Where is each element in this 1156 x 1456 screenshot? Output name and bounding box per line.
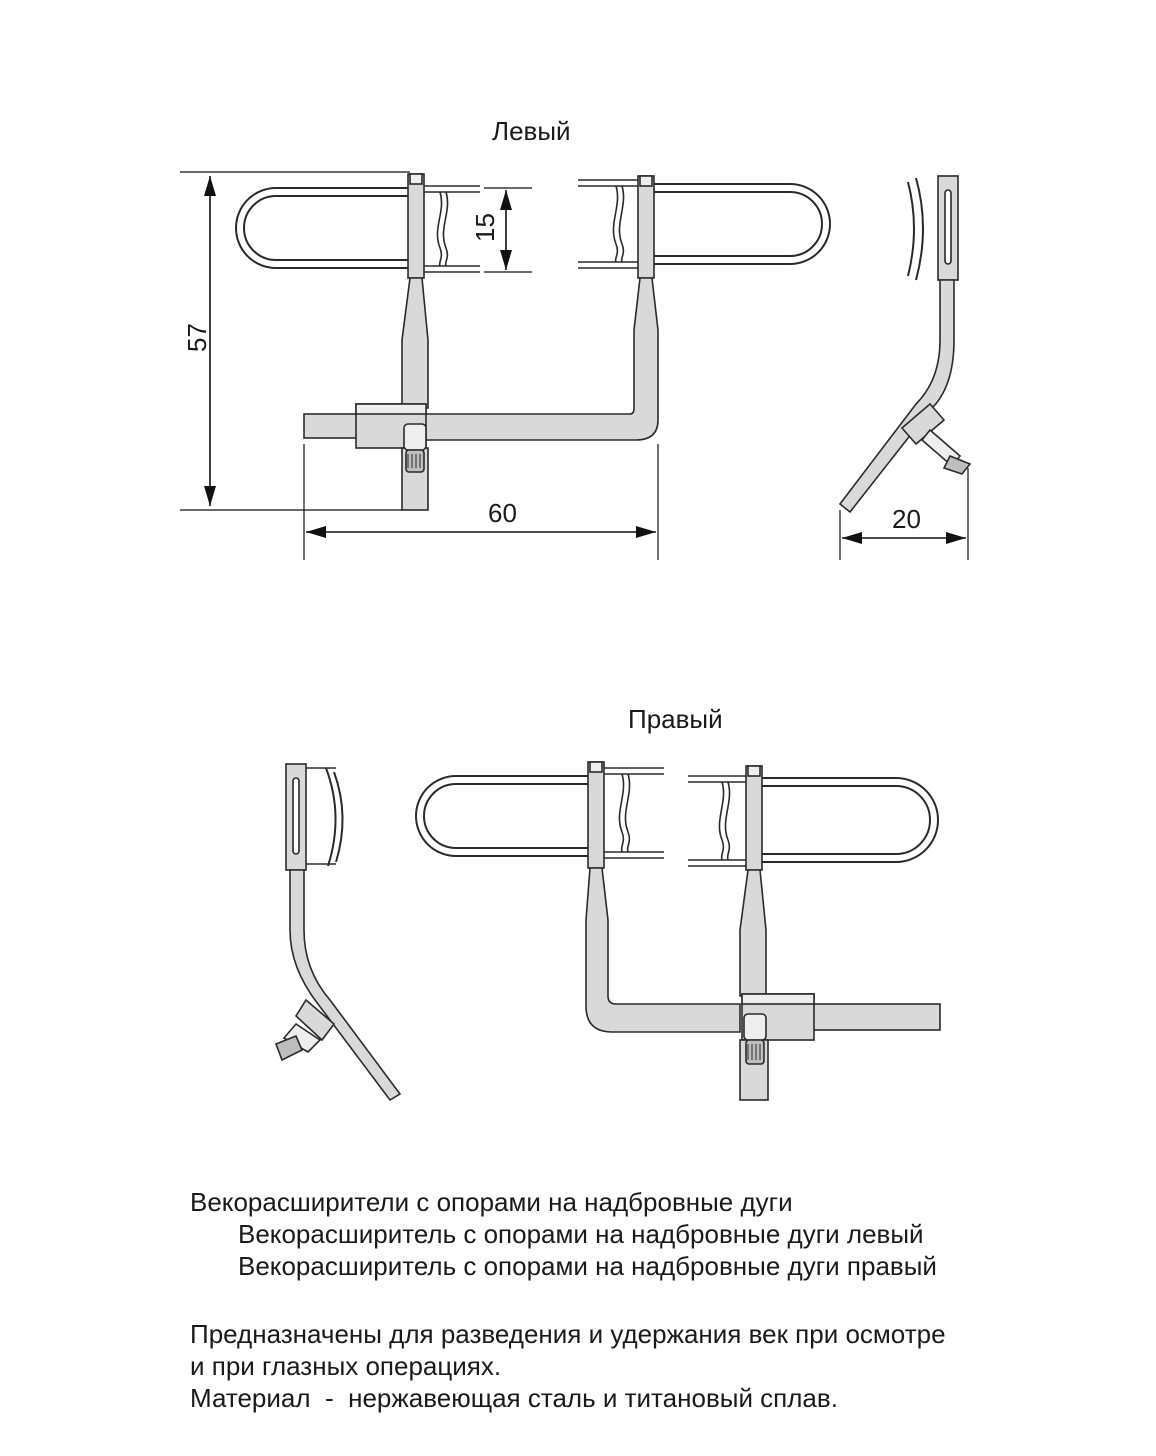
right-view-title: Правый <box>628 704 723 734</box>
screw-knob <box>406 450 424 472</box>
description-item-left: Векорасширитель с опорами на надбровные дуги левый <box>238 1219 924 1249</box>
purpose-text <box>190 1318 946 1414</box>
product-description <box>190 1186 937 1282</box>
right-wire-loop <box>654 184 830 264</box>
dimension-width-label: 60 <box>488 498 517 528</box>
side-view-top <box>840 176 970 512</box>
side-view-bottom <box>276 764 400 1100</box>
left-shaft <box>402 278 428 408</box>
right-clamp-block <box>638 176 654 278</box>
right-blade-prongs <box>578 180 640 268</box>
left-wire-loop <box>236 188 410 268</box>
right-arm <box>422 278 658 440</box>
screw-head <box>404 424 426 450</box>
left-view-title: Левый <box>492 116 571 146</box>
purpose-line-2: и при глазных операциях. <box>190 1351 502 1381</box>
description-heading: Векорасширители с опорами на надбровные дуги <box>190 1187 793 1217</box>
dimension-height-label: 57 <box>182 323 212 352</box>
dimension-gap-label: 15 <box>470 213 500 242</box>
description-item-right: Векорасширитель с опорами на надбровные дуги правый <box>238 1251 937 1281</box>
right-retractor-front <box>416 762 940 1100</box>
horizontal-rail <box>304 414 358 438</box>
left-clamp-block <box>408 174 424 278</box>
dimension-depth-label: 20 <box>892 504 921 534</box>
purpose-line-1: Предназначены для разведения и удержания век при осмотре <box>190 1319 946 1349</box>
left-retractor-front <box>236 174 830 510</box>
material-line: Материал - нержавеющая сталь и титановый сплав. <box>190 1383 838 1413</box>
